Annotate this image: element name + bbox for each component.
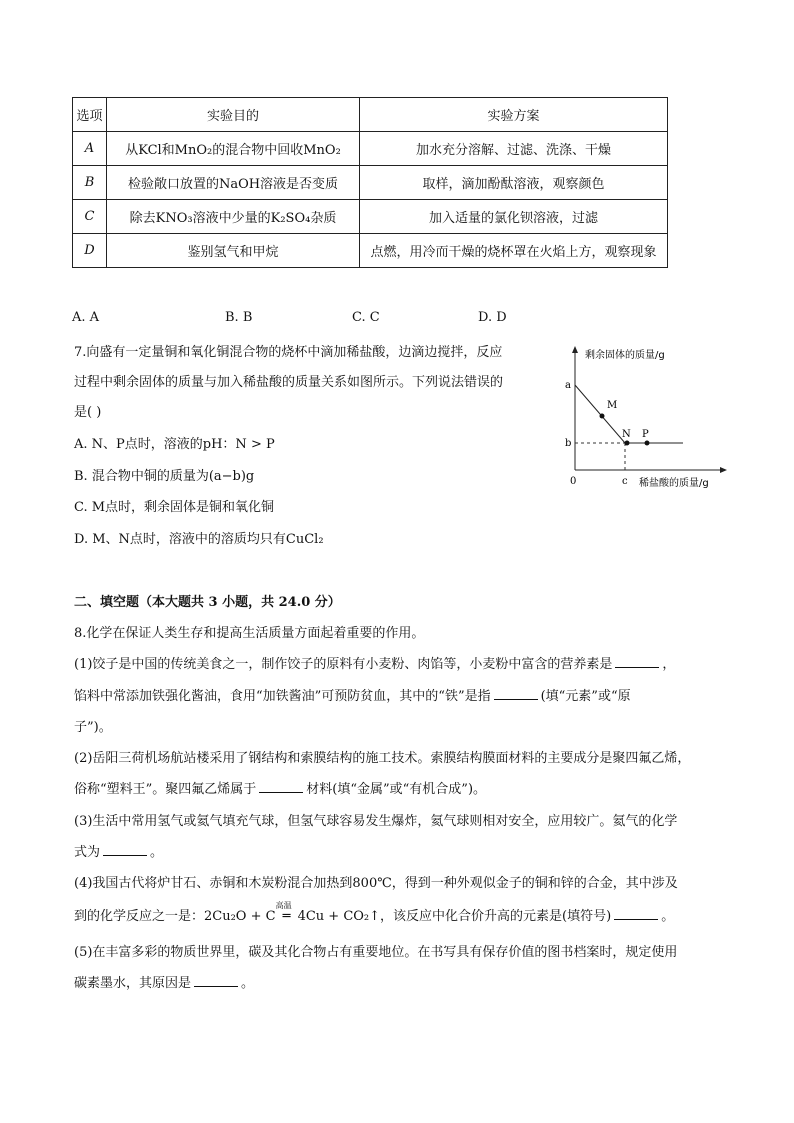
- q8-p4-line1: (4)我国古代将炉甘石、赤铜和木炭粉混合加热到800℃，得到一种外观似金子的铜和锌的合金，其中涉及: [74, 876, 678, 891]
- q7-option-c: C. M点时，剩余固体是铜和氧化铜: [74, 500, 275, 515]
- answer-blank[interactable]: [614, 907, 658, 920]
- table-row: [73, 200, 668, 234]
- row-plan: 取样，滴加酚酞溶液，观察颜色: [360, 166, 668, 200]
- q7-option-d: D. M、N点时，溶液中的溶质均只有CuCl₂: [74, 532, 324, 547]
- row-goal: 除去KNO₃溶液中少量的K₂SO₄杂质: [107, 200, 360, 234]
- header-plan: 实验方案: [360, 98, 668, 132]
- y-tick-a: a: [565, 380, 571, 391]
- table-row: [73, 234, 668, 268]
- mass-chart: [555, 340, 735, 495]
- answer-blank[interactable]: [494, 687, 538, 700]
- y-tick-b: b: [565, 438, 572, 449]
- point-p-label: P: [642, 429, 649, 440]
- row-goal: 鉴别氢气和甲烷: [107, 234, 360, 268]
- q6-option-a: A. A: [72, 310, 100, 325]
- header-option: 选项: [73, 98, 107, 132]
- q8-p2-line2: 俗称“塑料王”。聚四氟乙烯属于 材料(填“金属”或“有机合成”)。: [74, 782, 487, 797]
- q7-stem-line3: 是( ): [74, 405, 102, 420]
- section-title: 二、填空题（本大题共 3 小题，共 24.0 分）: [74, 595, 341, 610]
- table-row: [73, 166, 668, 200]
- answer-blank[interactable]: [194, 974, 238, 987]
- point-m-label: M: [607, 400, 618, 411]
- answer-blank[interactable]: [259, 780, 303, 793]
- q6-option-b: B. B: [225, 310, 253, 325]
- q7-stem-line2: 过程中剩余固体的质量与加入稀盐酸的质量关系如图所示。下列说法错误的: [74, 375, 504, 390]
- table-header-row: [73, 98, 668, 132]
- experiment-table: [72, 97, 668, 268]
- row-key: A: [73, 132, 107, 166]
- origin-label: 0: [570, 476, 577, 487]
- answer-blank[interactable]: [615, 655, 659, 668]
- x-axis-label: 稀盐酸的质量/g: [639, 478, 709, 489]
- row-plan: 加入适量的氯化钡溶液，过滤: [360, 200, 668, 234]
- q7-option-a: A. N、P点时，溶液的pH：N > P: [74, 437, 275, 452]
- q8-p3-line1: (3)生活中常用氢气或氦气填充气球，但氢气球容易发生爆炸，氦气球则相对安全，应用较广。氦气的化学: [74, 814, 678, 829]
- q6-option-d: D. D: [478, 310, 507, 325]
- table-row: [73, 132, 668, 166]
- q8-p5-line2: 碳素墨水，其原因是 。: [74, 976, 255, 991]
- q8-stem: 8.化学在保证人类生存和提高生活质量方面起着重要的作用。: [74, 626, 425, 641]
- q7-option-b: B. 混合物中铜的质量为(a−b)g: [74, 469, 255, 484]
- x-tick-c: c: [622, 476, 628, 487]
- row-goal: 从KCl和MnO₂的混合物中回收MnO₂: [107, 132, 360, 166]
- row-key: C: [73, 200, 107, 234]
- q8-p2-line1: (2)岳阳三荷机场航站楼采用了钢结构和索膜结构的施工技术。索膜结构膜面材料的主要成分是聚四氟乙烯，: [74, 751, 691, 766]
- point-m: [600, 414, 605, 419]
- y-axis-arrow: [572, 346, 578, 353]
- q8-p5-line1: (5)在丰富多彩的物质世界里，碳及其化合物占有重要地位。在书写具有保存价值的图书档案时，规定使用: [74, 945, 678, 960]
- row-plan: 点燃，用冷而干燥的烧杯罩在火焰上方，观察现象: [360, 234, 668, 268]
- header-goal: 实验目的: [107, 98, 360, 132]
- row-goal: 检验敞口放置的NaOH溶液是否变质: [107, 166, 360, 200]
- point-n: [625, 441, 630, 446]
- row-key: B: [73, 166, 107, 200]
- q8-p3-line2: 式为 。: [74, 845, 164, 860]
- point-n-label: N: [622, 429, 631, 440]
- x-axis-arrow: [720, 467, 727, 473]
- q8-p1-line2: 馅料中常添加铁强化酱油，食用“加铁酱油”可预防贫血，其中的“铁”是指 (填“元素”或“原: [74, 689, 631, 704]
- q8-p4-line2: 到的化学反应之一是：2Cu₂O + C 高温 ═ 4Cu + CO₂↑，该反应中化合价升高的元素是(填符号) 。: [74, 901, 675, 924]
- row-plan: 加水充分溶解、过滤、洗涤、干燥: [360, 132, 668, 166]
- row-key: D: [73, 234, 107, 268]
- y-axis-label: 剩余固体的质量/g: [585, 350, 665, 361]
- q8-p1-line3: 子”)。: [74, 720, 112, 735]
- reaction-condition: 高温: [275, 901, 292, 910]
- q8-p1-line1: (1)饺子是中国的传统美食之一，制作饺子的原料有小麦粉、肉馅等，小麦粉中富含的营养素是 ，: [74, 657, 676, 672]
- answer-blank[interactable]: [103, 843, 147, 856]
- point-p: [645, 441, 650, 446]
- q7-stem-line1: 7.向盛有一定量铜和氧化铜混合物的烧杯中滴加稀盐酸，边滴边搅拌，反应: [74, 345, 503, 360]
- q6-option-c: C. C: [352, 310, 380, 325]
